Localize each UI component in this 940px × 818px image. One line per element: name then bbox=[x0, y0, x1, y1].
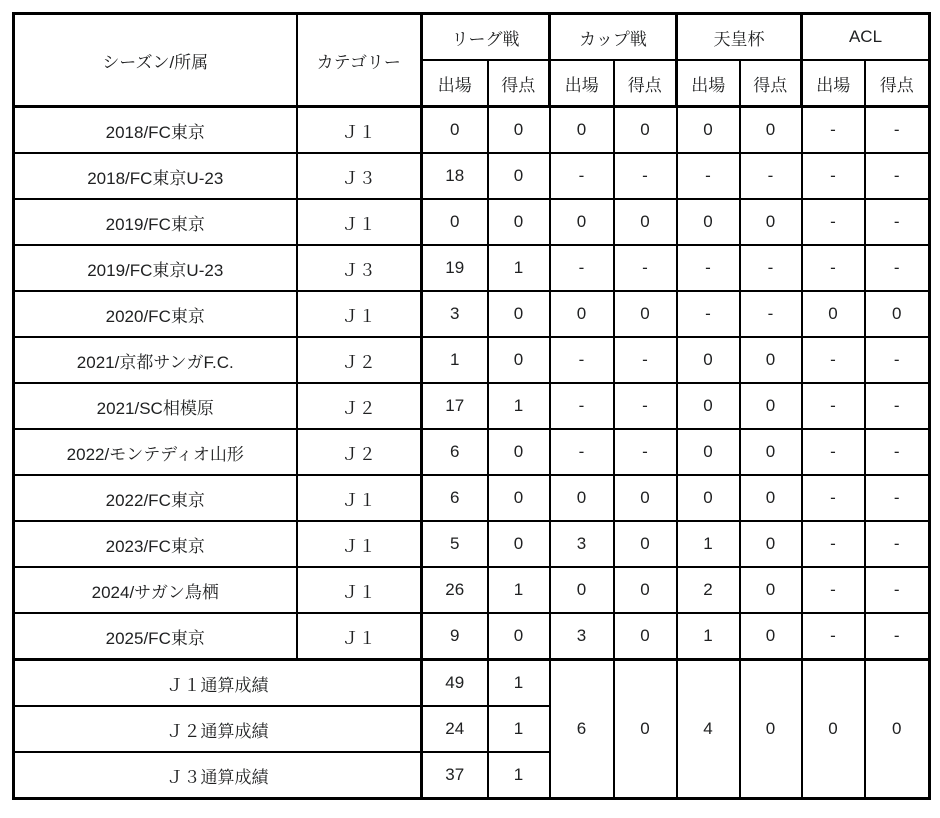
totals-league-apps: 24 bbox=[422, 706, 488, 752]
stat-cell: 0 bbox=[550, 107, 614, 154]
category-cell: Ｊ２ bbox=[297, 337, 422, 383]
season-cell: 2018/FC東京U-23 bbox=[14, 153, 297, 199]
stat-cell: 5 bbox=[422, 521, 488, 567]
stat-cell: 1 bbox=[677, 521, 740, 567]
stat-cell: - bbox=[802, 567, 865, 613]
stat-cell: - bbox=[865, 521, 930, 567]
totals-league-goals: 1 bbox=[488, 752, 550, 799]
category-cell: Ｊ１ bbox=[297, 475, 422, 521]
stat-cell: 0 bbox=[488, 521, 550, 567]
stat-cell: - bbox=[550, 245, 614, 291]
stat-cell: - bbox=[677, 245, 740, 291]
stat-cell: 0 bbox=[740, 567, 802, 613]
stat-cell: 0 bbox=[677, 429, 740, 475]
stat-cell: 6 bbox=[422, 429, 488, 475]
stat-cell: 0 bbox=[614, 567, 677, 613]
stat-cell: 0 bbox=[677, 337, 740, 383]
totals-league-apps: 37 bbox=[422, 752, 488, 799]
stat-cell: 1 bbox=[488, 245, 550, 291]
season-cell: 2020/FC東京 bbox=[14, 291, 297, 337]
totals-acl-apps: 0 bbox=[802, 660, 865, 799]
stat-cell: 0 bbox=[422, 107, 488, 154]
totals-league-goals: 1 bbox=[488, 706, 550, 752]
stat-cell: 0 bbox=[740, 383, 802, 429]
header-group-cup: カップ戦 bbox=[550, 14, 677, 61]
stat-cell: - bbox=[740, 291, 802, 337]
category-cell: Ｊ１ bbox=[297, 199, 422, 245]
stat-cell: 1 bbox=[422, 337, 488, 383]
stat-cell: - bbox=[550, 383, 614, 429]
table-row bbox=[14, 107, 930, 154]
stat-cell: - bbox=[614, 245, 677, 291]
stat-cell: - bbox=[550, 337, 614, 383]
stat-cell: 0 bbox=[488, 475, 550, 521]
stat-cell: 0 bbox=[677, 199, 740, 245]
stat-cell: - bbox=[740, 245, 802, 291]
stat-cell: - bbox=[802, 475, 865, 521]
stat-cell: 19 bbox=[422, 245, 488, 291]
header-category: カテゴリー bbox=[297, 14, 422, 107]
stat-cell: - bbox=[550, 153, 614, 199]
stat-cell: 0 bbox=[488, 337, 550, 383]
table-row bbox=[14, 153, 930, 199]
stat-cell: 0 bbox=[550, 567, 614, 613]
stat-cell: - bbox=[802, 153, 865, 199]
stat-cell: 1 bbox=[488, 383, 550, 429]
header-league-goals: 得点 bbox=[488, 60, 550, 107]
stat-cell: 0 bbox=[488, 107, 550, 154]
totals-label: Ｊ１通算成績 bbox=[14, 660, 422, 707]
stat-cell: 0 bbox=[740, 521, 802, 567]
stat-cell: - bbox=[865, 337, 930, 383]
header-league-apps: 出場 bbox=[422, 60, 488, 107]
category-cell: Ｊ３ bbox=[297, 153, 422, 199]
stat-cell: - bbox=[677, 153, 740, 199]
category-cell: Ｊ１ bbox=[297, 291, 422, 337]
stat-cell: - bbox=[865, 245, 930, 291]
stat-cell: 2 bbox=[677, 567, 740, 613]
totals-league-goals: 1 bbox=[488, 660, 550, 707]
season-cell: 2024/サガン鳥栖 bbox=[14, 567, 297, 613]
stat-cell: 26 bbox=[422, 567, 488, 613]
category-cell: Ｊ１ bbox=[297, 521, 422, 567]
table-row bbox=[14, 245, 930, 291]
stat-cell: 0 bbox=[488, 199, 550, 245]
table-header bbox=[14, 14, 930, 107]
stat-cell: 0 bbox=[488, 291, 550, 337]
header-acl-apps: 出場 bbox=[802, 60, 865, 107]
stat-cell: 0 bbox=[550, 291, 614, 337]
totals-cup-goals: 0 bbox=[614, 660, 677, 799]
stat-cell: 0 bbox=[614, 521, 677, 567]
stat-cell: - bbox=[802, 521, 865, 567]
stat-cell: - bbox=[865, 613, 930, 660]
stat-cell: 0 bbox=[614, 613, 677, 660]
category-cell: Ｊ２ bbox=[297, 383, 422, 429]
season-cell: 2022/FC東京 bbox=[14, 475, 297, 521]
stat-cell: - bbox=[677, 291, 740, 337]
stat-cell: 0 bbox=[550, 199, 614, 245]
header-group-row bbox=[14, 14, 930, 61]
totals-emperors-goals: 0 bbox=[740, 660, 802, 799]
stat-cell: 0 bbox=[422, 199, 488, 245]
totals-label: Ｊ２通算成績 bbox=[14, 706, 422, 752]
table-row bbox=[14, 613, 930, 660]
stat-cell: 0 bbox=[614, 107, 677, 154]
season-cell: 2023/FC東京 bbox=[14, 521, 297, 567]
category-cell: Ｊ１ bbox=[297, 107, 422, 154]
stat-cell: - bbox=[802, 383, 865, 429]
table-totals bbox=[14, 660, 930, 799]
stat-cell: 0 bbox=[740, 613, 802, 660]
header-emperors-goals: 得点 bbox=[740, 60, 802, 107]
table-row bbox=[14, 383, 930, 429]
stat-cell: 3 bbox=[422, 291, 488, 337]
stat-cell: 3 bbox=[550, 613, 614, 660]
stat-cell: - bbox=[865, 107, 930, 154]
category-cell: Ｊ２ bbox=[297, 429, 422, 475]
stat-cell: 0 bbox=[740, 107, 802, 154]
header-season: シーズン/所属 bbox=[14, 14, 297, 107]
stat-cell: 17 bbox=[422, 383, 488, 429]
totals-emperors-apps: 4 bbox=[677, 660, 740, 799]
season-cell: 2019/FC東京 bbox=[14, 199, 297, 245]
season-cell: 2025/FC東京 bbox=[14, 613, 297, 660]
stat-cell: - bbox=[865, 153, 930, 199]
table-row bbox=[14, 567, 930, 613]
stat-cell: - bbox=[865, 475, 930, 521]
stat-cell: 1 bbox=[488, 567, 550, 613]
stat-cell: - bbox=[802, 107, 865, 154]
stat-cell: 0 bbox=[550, 475, 614, 521]
header-cup-apps: 出場 bbox=[550, 60, 614, 107]
header-emperors-apps: 出場 bbox=[677, 60, 740, 107]
season-cell: 2021/SC相模原 bbox=[14, 383, 297, 429]
header-group-acl: ACL bbox=[802, 14, 930, 61]
table-row bbox=[14, 521, 930, 567]
season-stats-table bbox=[12, 12, 931, 800]
season-cell: 2019/FC東京U-23 bbox=[14, 245, 297, 291]
stat-cell: 0 bbox=[488, 429, 550, 475]
stat-cell: - bbox=[865, 567, 930, 613]
totals-league-apps: 49 bbox=[422, 660, 488, 707]
stat-cell: 0 bbox=[865, 291, 930, 337]
stat-cell: 9 bbox=[422, 613, 488, 660]
stat-cell: 0 bbox=[740, 429, 802, 475]
category-cell: Ｊ１ bbox=[297, 613, 422, 660]
stat-cell: - bbox=[614, 429, 677, 475]
stat-cell: 1 bbox=[677, 613, 740, 660]
stat-cell: 0 bbox=[740, 475, 802, 521]
stat-cell: - bbox=[614, 153, 677, 199]
stat-cell: - bbox=[740, 153, 802, 199]
header-acl-goals: 得点 bbox=[865, 60, 930, 107]
stat-cell: 0 bbox=[614, 291, 677, 337]
header-group-emperors-cup: 天皇杯 bbox=[677, 14, 802, 61]
stat-cell: 0 bbox=[677, 383, 740, 429]
stat-cell: - bbox=[802, 199, 865, 245]
stat-cell: - bbox=[550, 429, 614, 475]
stat-cell: 0 bbox=[677, 107, 740, 154]
season-cell: 2021/京都サンガF.C. bbox=[14, 337, 297, 383]
stat-cell: 0 bbox=[614, 199, 677, 245]
totals-label: Ｊ３通算成績 bbox=[14, 752, 422, 799]
stat-cell: - bbox=[865, 383, 930, 429]
table-row bbox=[14, 337, 930, 383]
stat-cell: - bbox=[802, 613, 865, 660]
table-row bbox=[14, 475, 930, 521]
stat-cell: 0 bbox=[677, 475, 740, 521]
totals-acl-goals: 0 bbox=[865, 660, 930, 799]
header-cup-goals: 得点 bbox=[614, 60, 677, 107]
stat-cell: 0 bbox=[740, 199, 802, 245]
stat-cell: 18 bbox=[422, 153, 488, 199]
stat-cell: - bbox=[802, 245, 865, 291]
stat-cell: - bbox=[614, 383, 677, 429]
stat-cell: 0 bbox=[740, 337, 802, 383]
table-body bbox=[14, 107, 930, 660]
totals-row bbox=[14, 660, 930, 707]
season-cell: 2022/モンテディオ山形 bbox=[14, 429, 297, 475]
stat-cell: 6 bbox=[422, 475, 488, 521]
stat-cell: 0 bbox=[488, 153, 550, 199]
totals-cup-apps: 6 bbox=[550, 660, 614, 799]
stat-cell: 0 bbox=[802, 291, 865, 337]
category-cell: Ｊ３ bbox=[297, 245, 422, 291]
stat-cell: 0 bbox=[614, 475, 677, 521]
table-row bbox=[14, 291, 930, 337]
stat-cell: - bbox=[865, 429, 930, 475]
season-cell: 2018/FC東京 bbox=[14, 107, 297, 154]
stat-cell: 0 bbox=[488, 613, 550, 660]
table-row bbox=[14, 199, 930, 245]
table-row bbox=[14, 429, 930, 475]
category-cell: Ｊ１ bbox=[297, 567, 422, 613]
header-group-league: リーグ戦 bbox=[422, 14, 550, 61]
stat-cell: - bbox=[865, 199, 930, 245]
stat-cell: - bbox=[802, 429, 865, 475]
stat-cell: - bbox=[614, 337, 677, 383]
stat-cell: - bbox=[802, 337, 865, 383]
stat-cell: 3 bbox=[550, 521, 614, 567]
